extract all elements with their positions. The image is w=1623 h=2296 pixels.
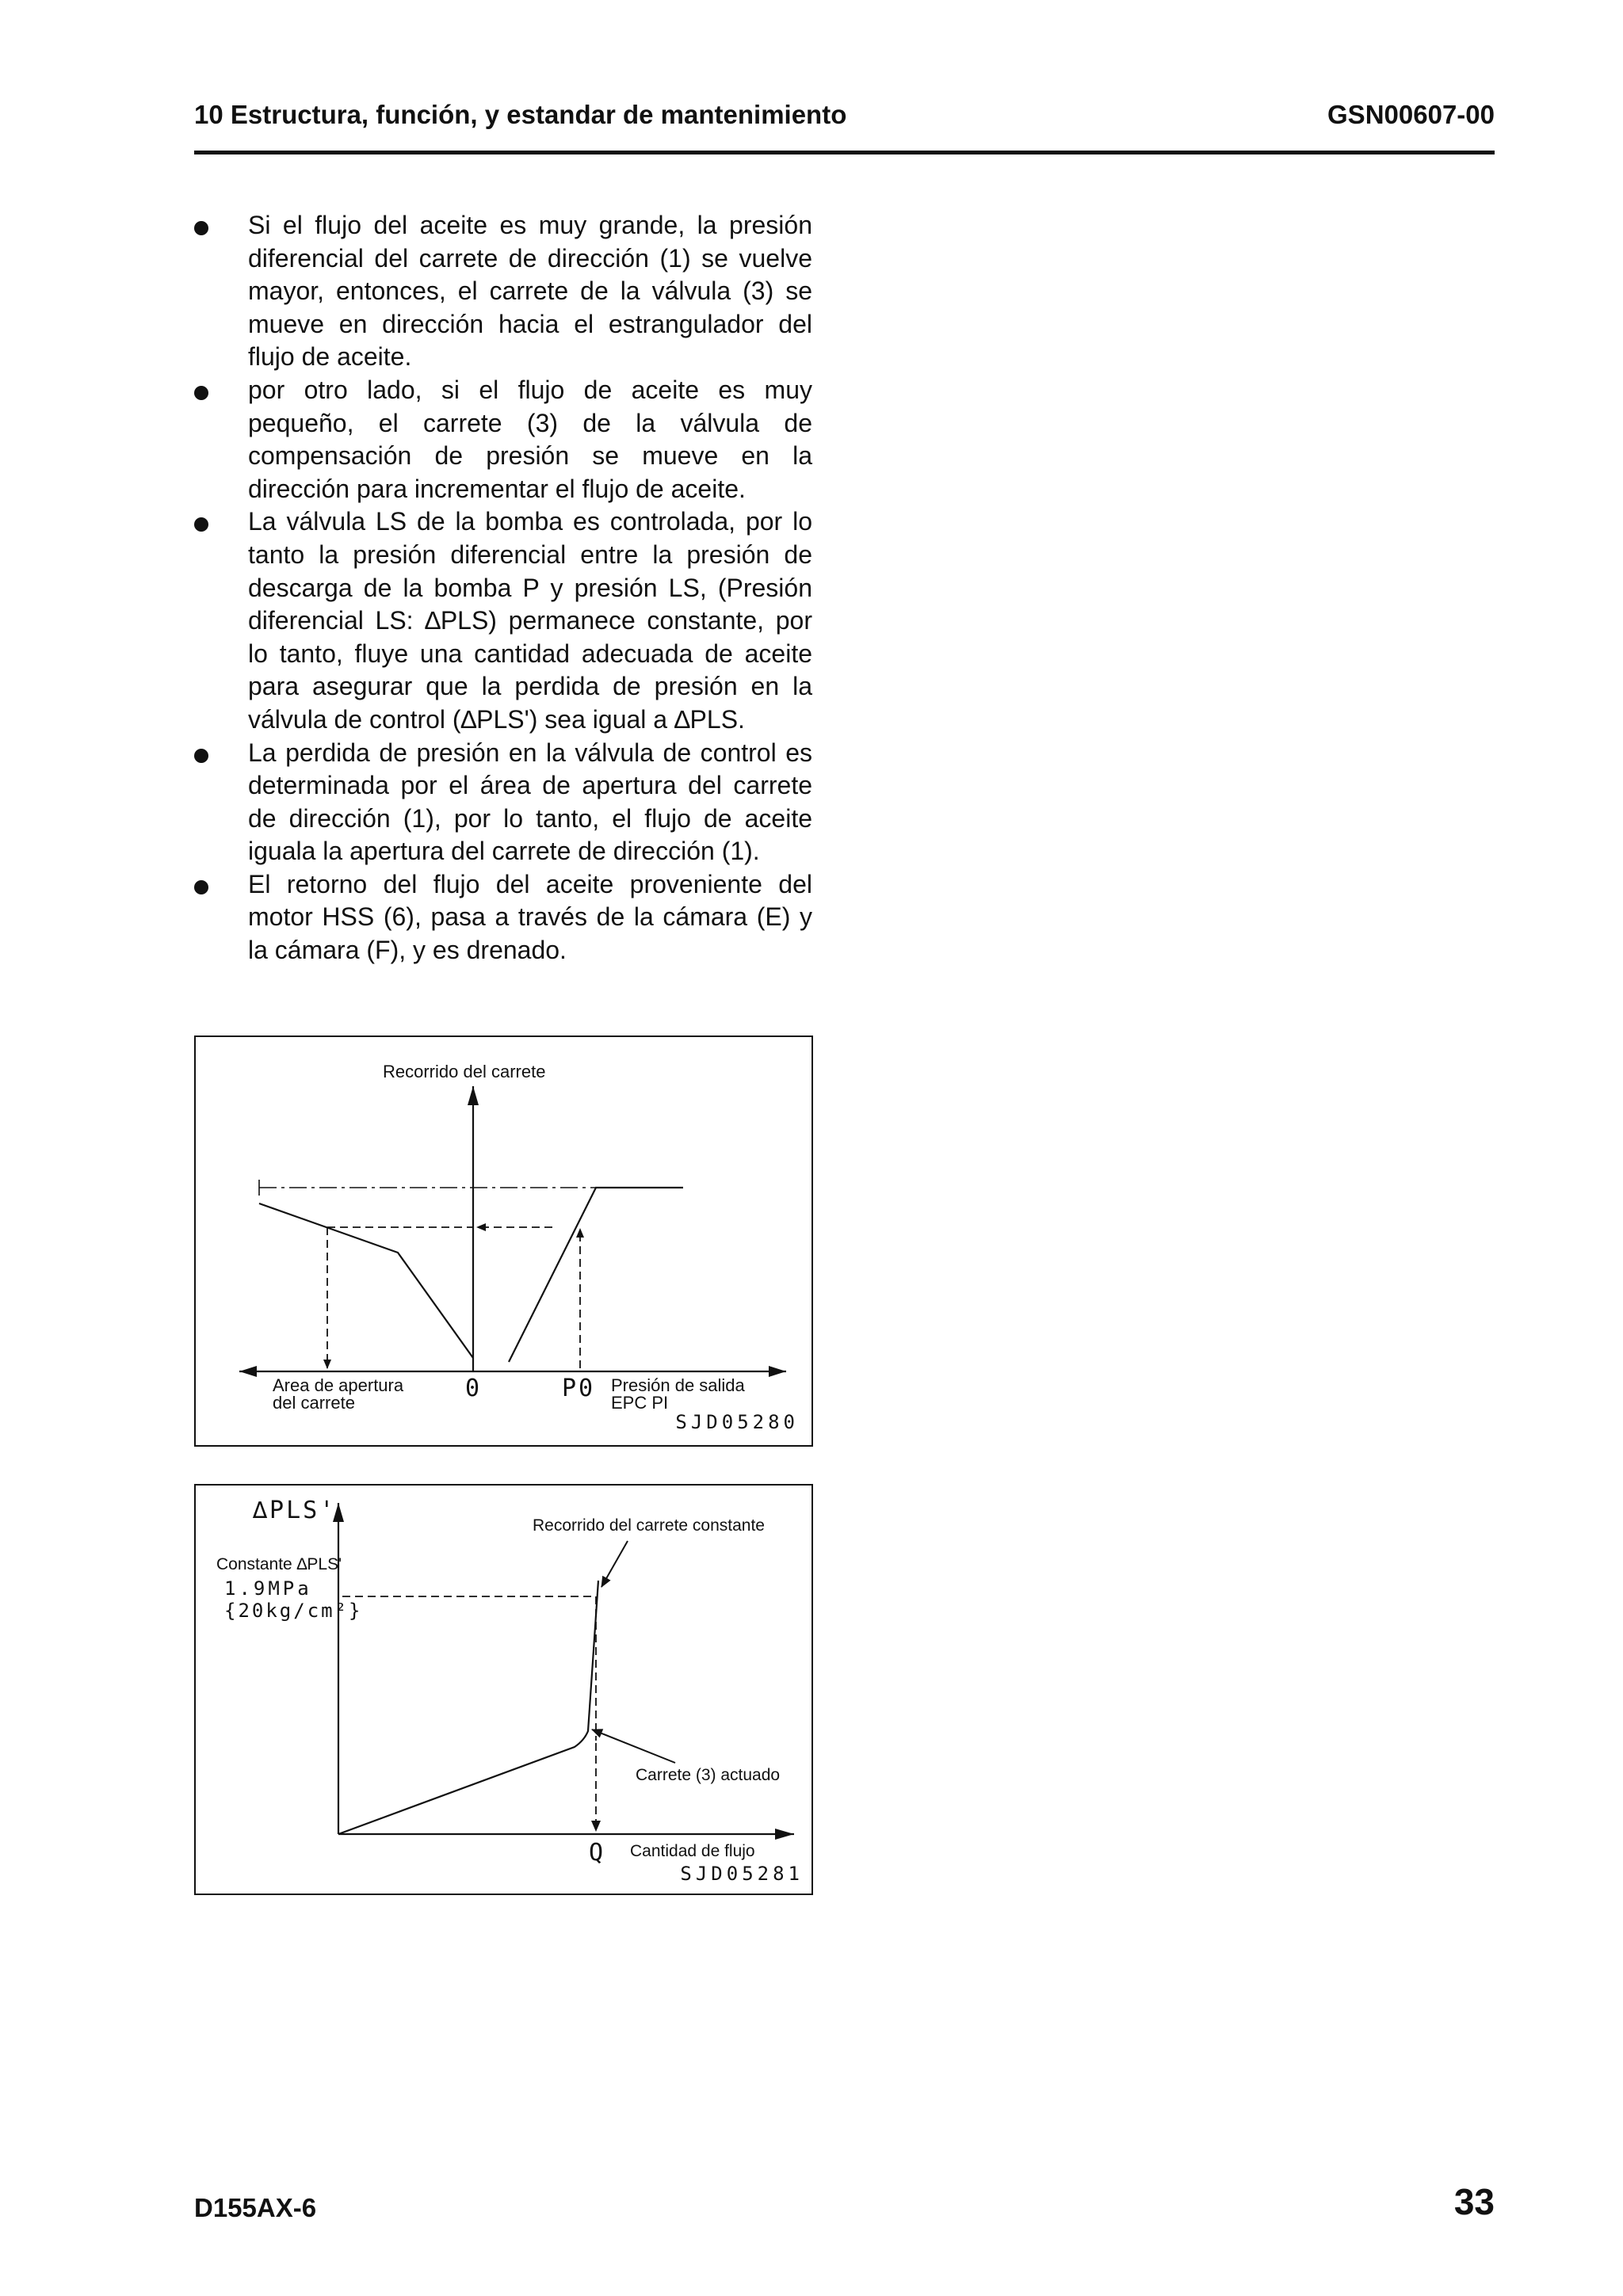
bullet-item: [194, 868, 812, 967]
header-doc-code: GSN00607-00: [1327, 100, 1495, 129]
bullet-item: [194, 209, 812, 374]
q-label: Q: [589, 1839, 606, 1867]
p0-label: P0: [562, 1375, 596, 1402]
footer-model: D155AX-6: [194, 2193, 317, 2222]
bullet-dot: [194, 880, 208, 894]
figure-code: SJD05280: [675, 1411, 799, 1433]
figure-pls-flow: [194, 1484, 813, 1895]
figure-code: SJD05281: [680, 1863, 804, 1885]
annotation-arrow-top: [601, 1541, 628, 1587]
bullet-item: [194, 505, 812, 736]
right-axis-arrow: [769, 1366, 786, 1377]
horizontal-axis-arrow: [775, 1829, 794, 1840]
annotation-arrow-bottom: [592, 1730, 675, 1763]
bullet-text: La válvula LS de la bomba es controlada, por lo tanto la presión diferencial entre la presión de descarga de la bomba P y presión LS, (Presión diferencial LS: ∆PLS) permanece constante, por lo tanto, fluye una cantidad adecuada de aceite para asegurar que la perdida de presión en la válvula de control (∆PLS') sea igual a ∆PLS.: [248, 507, 812, 734]
bullet-dot: [194, 221, 208, 235]
figure-spool-stroke: [194, 1035, 813, 1447]
page-number: 33: [1453, 2181, 1495, 2222]
value-kg: {20kg/cm²}: [224, 1600, 363, 1622]
right-axis-label-line2: EPC PI: [611, 1393, 669, 1413]
bullet-text: por otro lado, si el flujo de aceite es muy pequeño, el carrete (3) de la válvula de compensación de presión se mueve en la dirección para incrementar el flujo de aceite.: [248, 375, 812, 503]
bullet-list: [194, 209, 812, 967]
y-axis-label: ∆PLS': [253, 1497, 337, 1524]
annotation-top: Recorrido del carrete constante: [533, 1516, 765, 1535]
value-mpa: 1.9MPa: [224, 1577, 312, 1600]
header-rule: [194, 151, 1495, 154]
bullet-text: La perdida de presión en la válvula de control es determinada por el área de apertura del carrete de dirección (1), por lo tanto, el flujo de aceite iguala la apertura del carrete de dirección (1).: [248, 738, 812, 866]
bullet-text: Si el flujo del aceite es muy grande, la presión diferencial del carrete de dirección (1) se vuelve mayor, entonces, el carrete de la válvula (3) se mueve en dirección hacia el estrangulador del flujo de aceite.: [248, 211, 812, 372]
flow-curve: [338, 1581, 598, 1834]
header-title: 10 Estructura, función, y estandar de mantenimiento: [194, 100, 847, 129]
bullet-item: [194, 374, 812, 505]
left-axis-label-line2: del carrete: [273, 1393, 355, 1413]
constant-label: Constante ∆PLS': [216, 1555, 342, 1573]
bullet-dot: [194, 749, 208, 763]
bullet-text: El retorno del flujo del aceite proveniente del motor HSS (6), pasa a través de la cámara (E) y la cámara (F), y es drenado.: [248, 869, 812, 965]
right-curve: [509, 1188, 683, 1362]
bullet-dot: [194, 386, 208, 400]
bullet-item: [194, 737, 812, 868]
right-axis-label-line1: Presión de salida: [611, 1375, 745, 1395]
y-axis-label: Recorrido del carrete: [383, 1062, 546, 1081]
x-axis-label: Cantidad de flujo: [630, 1842, 755, 1860]
origin-label: 0: [465, 1375, 483, 1402]
bullet-dot: [194, 517, 208, 532]
annotation-bottom: Carrete (3) actuado: [636, 1766, 781, 1784]
figure-pls-flow-drawing: [196, 1486, 812, 1894]
vertical-axis-arrow: [468, 1086, 479, 1105]
left-axis-arrow: [239, 1366, 257, 1377]
left-axis-label-line1: Area de apertura: [273, 1375, 404, 1395]
